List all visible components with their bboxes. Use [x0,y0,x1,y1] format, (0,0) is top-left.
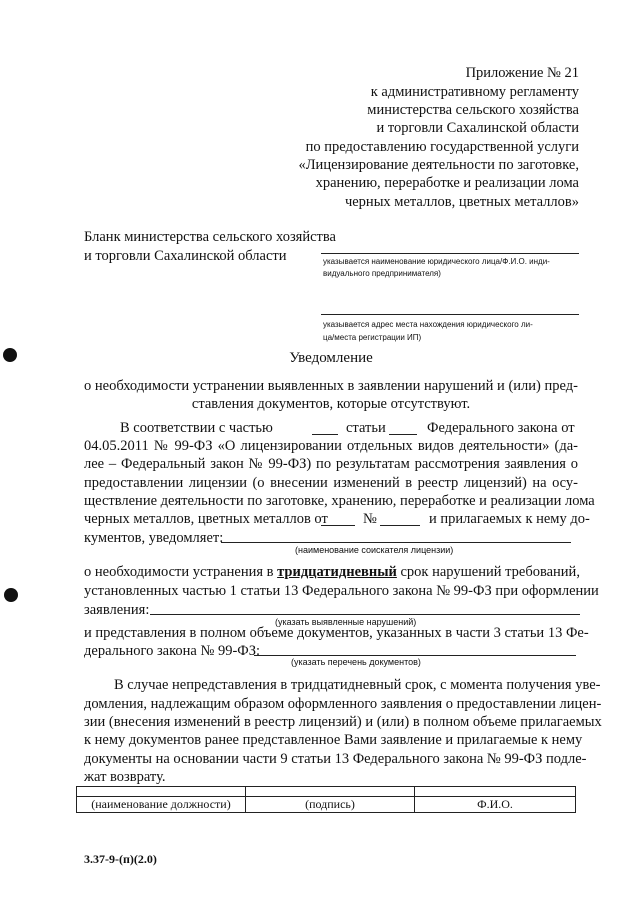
applicant-name-field[interactable] [221,542,571,543]
text-fragment: черных металлов, цветных металлов от [84,511,328,527]
full-name-label: Ф.И.О. [415,797,576,813]
paragraph-2-line [84,563,578,582]
part-field[interactable] [312,416,338,435]
binder-hole [3,348,17,362]
documents-list-field[interactable] [254,655,576,656]
paragraph-4-line: зии (внесения изменений в реестр лицензий) и (или) в полном объеме прилагаемых [84,714,602,730]
position-label: (наименование должности) [77,797,246,813]
position-cell-top[interactable] [77,787,246,797]
subtitle-line: о необходимости устранении выявленных в заявлении нарушений и (или) пред- [84,378,578,394]
applicant-name-hint: (наименование соискателя лицензии) [295,545,454,555]
text-fragment: № [363,511,377,527]
appendix-line: и торговли Сахалинской области [376,120,579,136]
violations-field[interactable] [150,614,580,615]
subtitle-line: ставления документов, которые отсутствуют. [191,396,471,412]
paragraph-3-line: дерального закона № 99-ФЗ: [84,643,261,659]
paragraph-1-line: 04.05.2011 № 99-ФЗ «О лицензировании отдельных видов деятельности» (да- [84,438,578,454]
text-fragment: и прилагаемых к нему до- [429,511,590,527]
appendix-line: «Лицензирование деятельности по заготовке, [298,157,579,173]
recipient-name-hint: указывается наименование юридического лица/Ф.И.О. инди- [323,257,550,266]
text-fragment: В соответствии с частью [120,420,273,436]
paragraph-2-line: установленных частью 1 статьи 13 Федерального закона № 99-ФЗ при оформлении [84,583,599,599]
name-cell-top[interactable] [415,787,576,797]
recipient-address-hint: ца/места регистрации ИП) [323,333,422,342]
text-fragment: о необходимости устранения в [84,564,274,580]
appendix-line: Приложение № 21 [465,65,579,81]
appendix-line: черных металлов, цветных металлов» [344,194,579,210]
paragraph-2-line: заявления: [84,602,150,618]
documents-list-hint: (указать перечень документов) [291,657,421,667]
appendix-line: к административному регламенту [370,84,579,100]
ministry-blank-line: Бланк министерства сельского хозяйства [84,229,336,245]
recipient-address-hint: указывается адрес места нахождения юридического ли- [323,320,533,329]
recipient-name-line[interactable] [321,253,579,254]
paragraph-4-line: В случае непредставления в тридцатидневный срок, с момента получения уве- [114,677,601,693]
paragraph-1-line: лее – Федеральный закон № 99-ФЗ) по результатам рассмотрения заявления о [84,456,578,472]
appendix-line: по предоставлению государственной услуги [305,139,579,155]
paragraph-4-line: к нему документов ранее представленное Вами заявление и прилагаемые к нему [84,732,583,748]
text-fragment: Федерального закона от [427,420,575,436]
text-fragment: статьи [346,420,386,436]
document-title: Уведомление [289,350,373,366]
text-fragment: срок нарушений требований, [400,564,580,580]
text-fragment: кументов, уведомляет: [84,530,224,546]
recipient-name-hint: видуального предпринимателя) [323,269,441,278]
paragraph-4-line: документы на основании части 9 статьи 13 Федерального закона № 99-ФЗ подле- [84,751,587,767]
paragraph-4-line: домления, надлежащим образом оформленного заявления о предоставлении лицен- [84,696,602,712]
paragraph-1-line: ществление деятельности по заготовке, хранению, переработке и реализации лома [84,493,595,509]
article-field[interactable] [389,416,417,435]
appendix-line: хранению, переработке и реализации лома [315,175,579,191]
signature-table [76,786,576,813]
application-number-field[interactable] [380,507,420,526]
paragraph-3-line: и представления в полном объеме документов, указанных в части 3 статьи 13 Фе- [84,625,589,641]
appendix-line: министерства сельского хозяйства [367,102,579,118]
form-code: 3.37-9-(п)(2.0) [84,852,157,866]
highlighted-term: тридцатидневный [277,564,397,580]
paragraph-4-line: жат возврату. [84,769,166,785]
application-date-field[interactable] [321,507,355,526]
binder-hole [4,588,18,602]
paragraph-1-line: предоставлении лицензии (о внесении изменений в реестр лицензий) на осу- [84,475,578,491]
ministry-blank-line: и торговли Сахалинской области [84,248,287,264]
recipient-address-line[interactable] [321,314,579,315]
violations-hint: (указать выявленные нарушений) [275,617,417,627]
signature-label: (подпись) [246,797,415,813]
signature-cell-top[interactable] [246,787,415,797]
